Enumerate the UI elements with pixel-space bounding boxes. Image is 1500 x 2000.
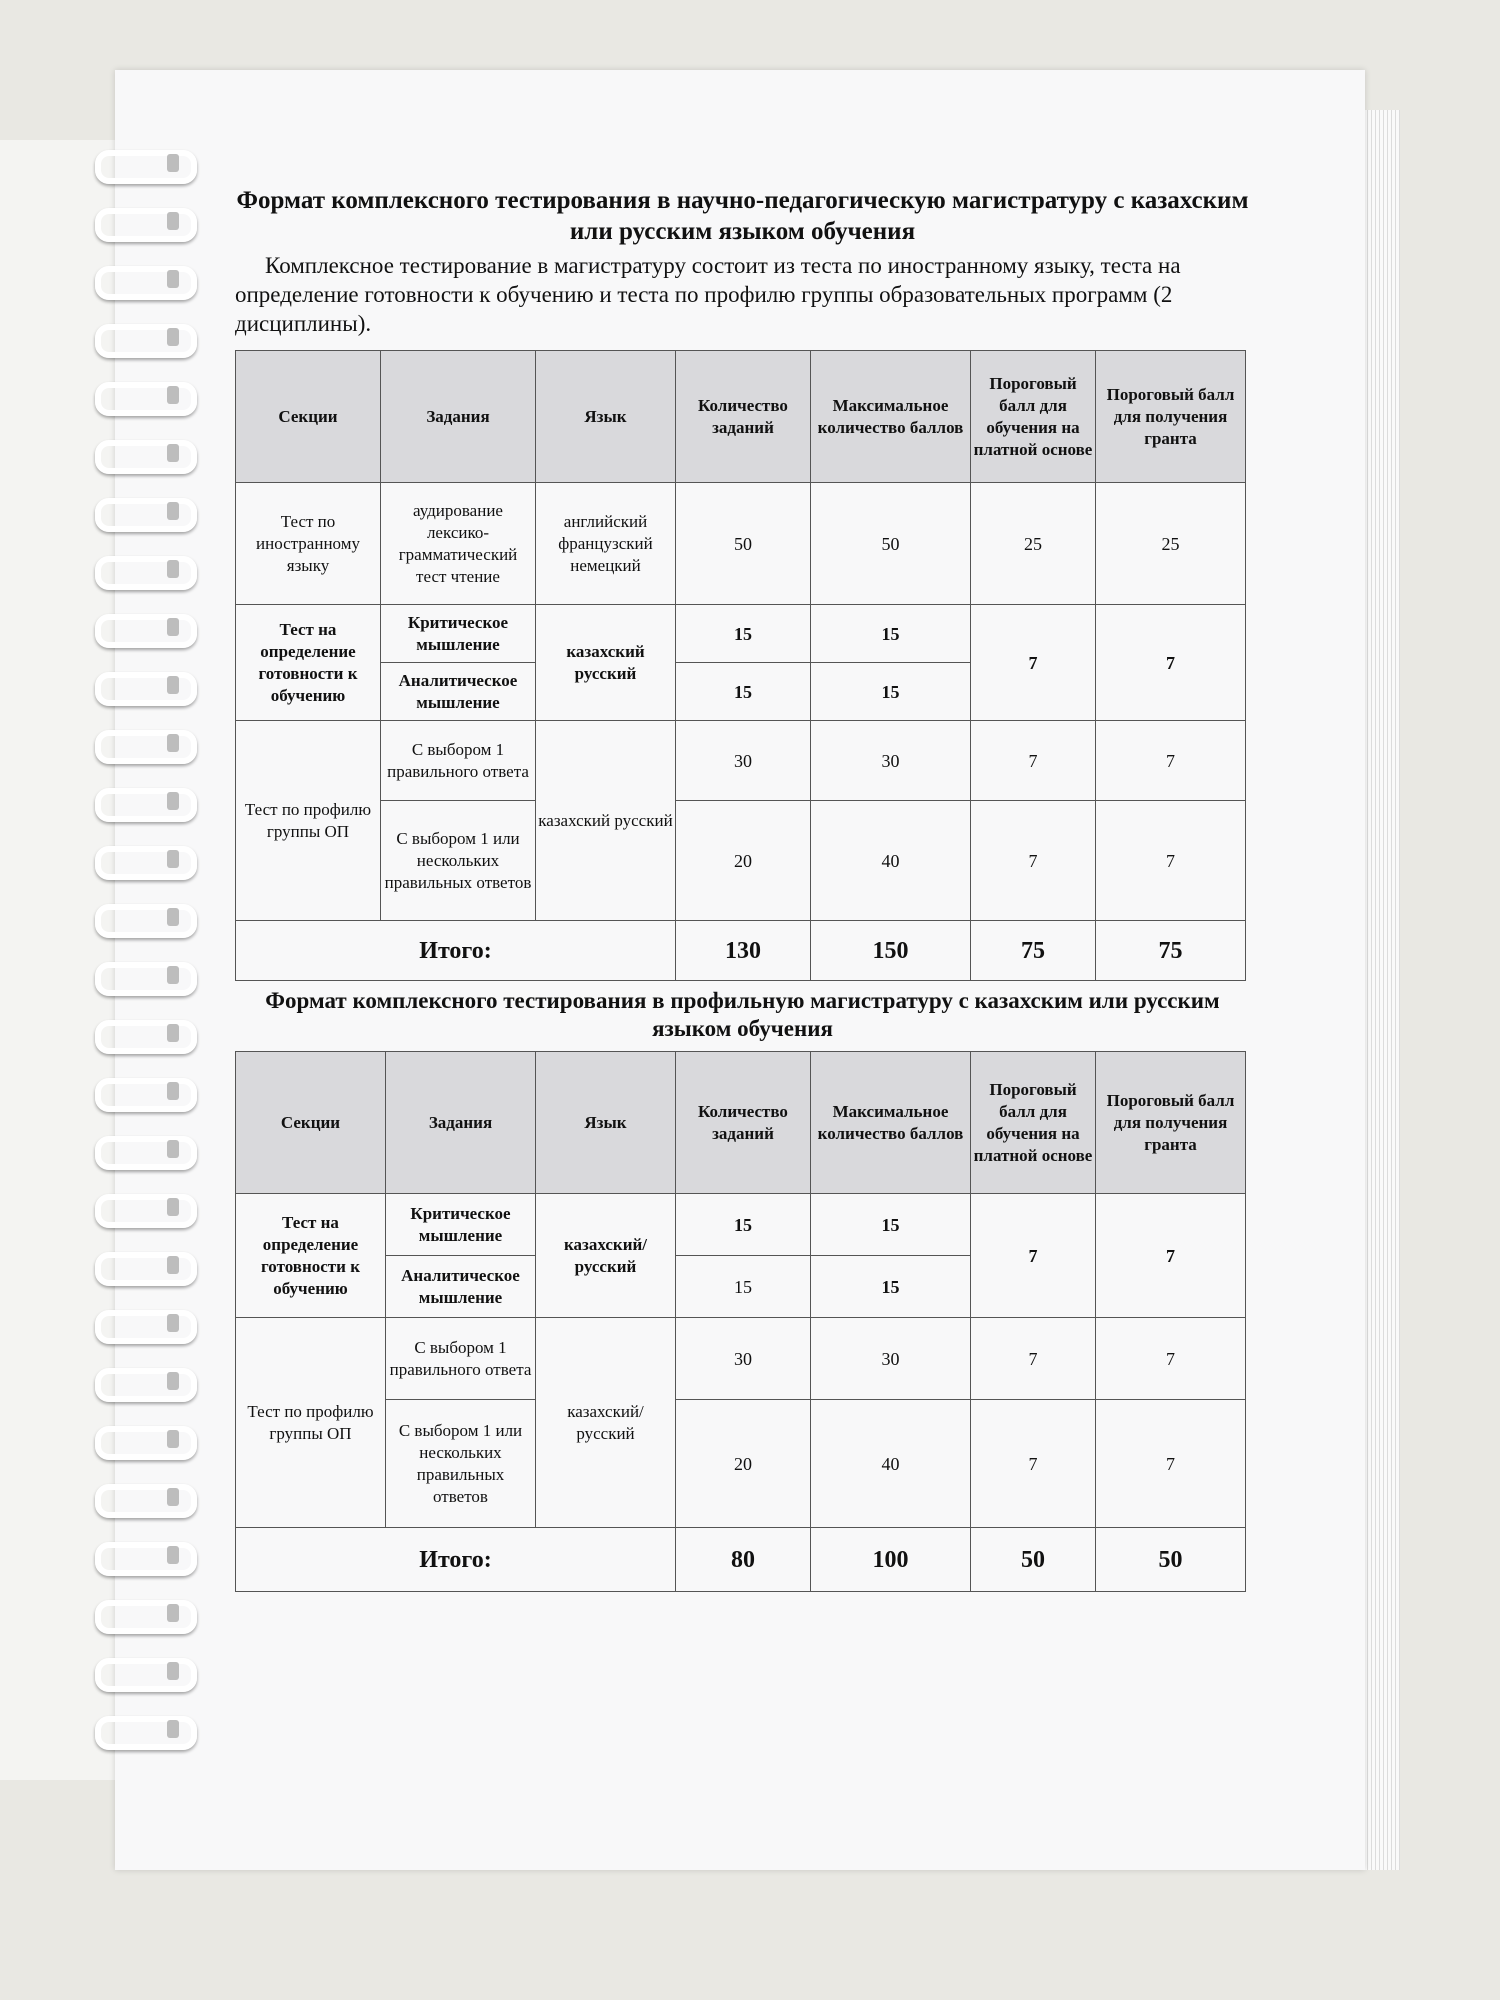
spiral-ring [95, 150, 197, 184]
table-profile [235, 1051, 1246, 1592]
language-cell: казахский русский [536, 605, 676, 721]
max-cell: 50 [811, 483, 971, 605]
grant-threshold-cell: 7 [1096, 1318, 1246, 1400]
spiral-binding [95, 150, 205, 1770]
table-header-row [236, 1052, 1246, 1194]
intro-paragraph: Комплексное тестирование в магистратуру состоит из теста по иностранному языку, теста на определение готовности к обучению и теста по профилю группы образовательных программ (2 дисциплины). [235, 253, 1181, 336]
language-cell: казахский/ русский [536, 1318, 676, 1528]
count-cell: 15 [676, 1194, 811, 1256]
punch-hole [167, 328, 179, 346]
max-cell: 15 [811, 663, 971, 721]
punch-hole [167, 1720, 179, 1738]
table-row [236, 721, 1246, 801]
language-cell: казахский/ русский [536, 1194, 676, 1318]
spiral-ring [95, 730, 197, 764]
spiral-ring [95, 556, 197, 590]
count-cell: 15 [676, 663, 811, 721]
punch-hole [167, 560, 179, 578]
total-grant: 50 [1096, 1528, 1246, 1592]
count-cell: 20 [676, 1400, 811, 1528]
total-label: Итого: [236, 1528, 676, 1592]
max-cell: 40 [811, 801, 971, 921]
paid-threshold-cell: 7 [971, 1318, 1096, 1400]
header-cell: Количество заданий [676, 1052, 811, 1194]
language-cell: английский французский немецкий [536, 483, 676, 605]
spiral-ring [95, 1252, 197, 1286]
total-row [236, 921, 1246, 981]
tasks-cell: С выбором 1 правильного ответа [381, 721, 536, 801]
spiral-ring [95, 1484, 197, 1518]
document-title: Формат комплексного тестирования в научно-педагогическую магистратуру с казахским или русским языком обучения [236, 187, 1249, 245]
paid-threshold-cell: 7 [971, 801, 1096, 921]
total-paid: 75 [971, 921, 1096, 981]
max-cell: 30 [811, 1318, 971, 1400]
table-row [236, 483, 1246, 605]
spiral-ring [95, 1136, 197, 1170]
paid-threshold-cell: 7 [971, 721, 1096, 801]
punch-hole [167, 1198, 179, 1216]
tasks-cell: С выбором 1 или нескольких правильных ответов [386, 1400, 536, 1528]
max-cell: 40 [811, 1400, 971, 1528]
spiral-ring [95, 846, 197, 880]
count-cell: 50 [676, 483, 811, 605]
header-cell: Язык [536, 1052, 676, 1194]
punch-hole [167, 792, 179, 810]
spiral-ring [95, 1716, 197, 1750]
punch-hole [167, 1256, 179, 1274]
section-cell: Тест по иностранному языку [236, 483, 381, 605]
table-row [236, 1400, 1246, 1528]
punch-hole [167, 1024, 179, 1042]
spiral-ring [95, 498, 197, 532]
table-scientific-pedagogical [235, 350, 1246, 981]
max-cell: 15 [811, 1256, 971, 1318]
paid-threshold-cell: 7 [971, 1194, 1096, 1318]
tasks-cell: Аналитическое мышление [381, 663, 536, 721]
count-cell: 15 [676, 1256, 811, 1318]
punch-hole [167, 966, 179, 984]
punch-hole [167, 1546, 179, 1564]
max-cell: 30 [811, 721, 971, 801]
spiral-ring [95, 1426, 197, 1460]
punch-hole [167, 618, 179, 636]
punch-hole [167, 212, 179, 230]
spiral-ring [95, 1542, 197, 1576]
table-row [236, 1194, 1246, 1256]
spiral-ring [95, 1310, 197, 1344]
spiral-ring [95, 1600, 197, 1634]
punch-hole [167, 850, 179, 868]
total-max: 150 [811, 921, 971, 981]
spiral-ring [95, 324, 197, 358]
spiral-ring [95, 1658, 197, 1692]
tasks-cell: С выбором 1 или нескольких правильных ответов [381, 801, 536, 921]
total-label: Итого: [236, 921, 676, 981]
section-cell: Тест на определение готовности к обучению [236, 605, 381, 721]
spiral-ring [95, 1020, 197, 1054]
tasks-cell: Критическое мышление [381, 605, 536, 663]
table-row [236, 801, 1246, 921]
punch-hole [167, 676, 179, 694]
punch-hole [167, 908, 179, 926]
punch-hole [167, 1140, 179, 1158]
spiral-ring [95, 1078, 197, 1112]
header-cell: Задания [386, 1052, 536, 1194]
punch-hole [167, 502, 179, 520]
paid-threshold-cell: 7 [971, 1400, 1096, 1528]
spiral-ring [95, 614, 197, 648]
header-cell: Секции [236, 351, 381, 483]
punch-hole [167, 1662, 179, 1680]
section-cell: Тест по профилю группы ОП [236, 721, 381, 921]
section-cell: Тест по профилю группы ОП [236, 1318, 386, 1528]
punch-hole [167, 1430, 179, 1448]
total-count: 130 [676, 921, 811, 981]
grant-threshold-cell: 7 [1096, 1400, 1246, 1528]
header-cell: Секции [236, 1052, 386, 1194]
tasks-cell: Критическое мышление [386, 1194, 536, 1256]
header-cell: Задания [381, 351, 536, 483]
spiral-ring [95, 1368, 197, 1402]
total-paid: 50 [971, 1528, 1096, 1592]
section-title-profile: Формат комплексного тестирования в профильную магистратуру с казахским или русским языком обучения [265, 988, 1220, 1041]
count-cell: 20 [676, 801, 811, 921]
header-cell: Пороговый балл для получения гранта [1096, 351, 1246, 483]
table-row [236, 605, 1246, 663]
punch-hole [167, 444, 179, 462]
grant-threshold-cell: 7 [1096, 721, 1246, 801]
grant-threshold-cell: 7 [1096, 605, 1246, 721]
header-cell: Максимальное количество баллов [811, 1052, 971, 1194]
header-cell: Количество заданий [676, 351, 811, 483]
table-header-row [236, 351, 1246, 483]
punch-hole [167, 386, 179, 404]
punch-hole [167, 1372, 179, 1390]
max-cell: 15 [811, 1194, 971, 1256]
punch-hole [167, 1082, 179, 1100]
max-cell: 15 [811, 605, 971, 663]
header-cell: Пороговый балл для обучения на платной основе [971, 351, 1096, 483]
total-count: 80 [676, 1528, 811, 1592]
header-cell: Пороговый балл для получения гранта [1096, 1052, 1246, 1194]
spiral-ring [95, 672, 197, 706]
grant-threshold-cell: 7 [1096, 801, 1246, 921]
spiral-ring [95, 1194, 197, 1228]
header-cell: Максимальное количество баллов [811, 351, 971, 483]
page-content [235, 185, 1250, 1592]
spiral-ring [95, 208, 197, 242]
tasks-cell: С выбором 1 правильного ответа [386, 1318, 536, 1400]
spiral-ring [95, 266, 197, 300]
total-row [236, 1528, 1246, 1592]
count-cell: 15 [676, 605, 811, 663]
total-max: 100 [811, 1528, 971, 1592]
punch-hole [167, 154, 179, 172]
punch-hole [167, 270, 179, 288]
grant-threshold-cell: 7 [1096, 1194, 1246, 1318]
punch-hole [167, 734, 179, 752]
total-grant: 75 [1096, 921, 1246, 981]
table-row [236, 1318, 1246, 1400]
count-cell: 30 [676, 1318, 811, 1400]
section-cell: Тест на определение готовности к обучению [236, 1194, 386, 1318]
header-cell: Язык [536, 351, 676, 483]
spiral-ring [95, 904, 197, 938]
punch-hole [167, 1488, 179, 1506]
paid-threshold-cell: 7 [971, 605, 1096, 721]
spiral-ring [95, 788, 197, 822]
grant-threshold-cell: 25 [1096, 483, 1246, 605]
tasks-cell: Аналитическое мышление [386, 1256, 536, 1318]
spiral-ring [95, 962, 197, 996]
header-cell: Пороговый балл для обучения на платной основе [971, 1052, 1096, 1194]
spiral-ring [95, 440, 197, 474]
spiral-ring [95, 382, 197, 416]
paid-threshold-cell: 25 [971, 483, 1096, 605]
count-cell: 30 [676, 721, 811, 801]
punch-hole [167, 1314, 179, 1332]
tasks-cell: аудирование лексико-грамматический тест чтение [381, 483, 536, 605]
punch-hole [167, 1604, 179, 1622]
language-cell: казахский русский [536, 721, 676, 921]
